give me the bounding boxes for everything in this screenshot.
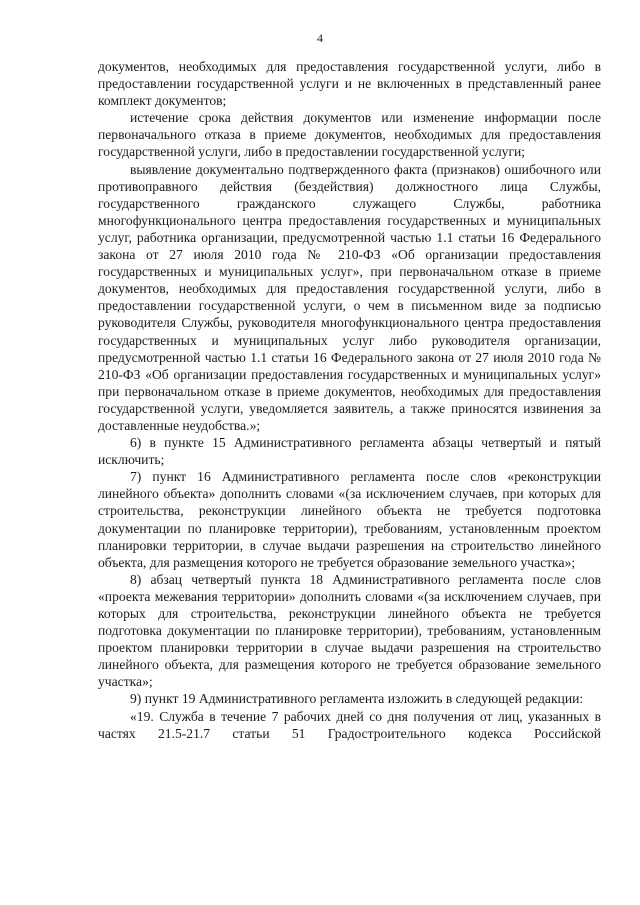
paragraph-expiry-clause: истечение срока действия документов или изменение информации после первоначального отказа в приеме документов, необходимых для предоставления государственной услуги, либо в предоставлении государственной услуги; (98, 110, 601, 160)
page-number: 4 (317, 31, 323, 45)
paragraph-item-19-start: «19. Служба в течение 7 рабочих дней со дня получения от лиц, указанных в частях 21.5-21.7 статьи 51 Градостроительного кодекса Российской (98, 708, 601, 741)
paragraph-item-8: 8) абзац четвертый пункта 18 Административного регламента после слов «проекта межевания территории» дополнить словами «(за исключением случаев, при которых для строительства, реконструкции линейного объекта не требуется подготовка документации по планировке территории), требованиям, установленным проектом планировки территории в случае выдачи разрешения на строительство линейного объекта, для размещения которого не требуется образование земельного участка»; (98, 571, 601, 690)
paragraph-item-6: 6) в пункте 15 Административного регламента абзацы четвертый и пятый исключить; (98, 435, 601, 468)
paragraph-continuation: документов, необходимых для предоставления государственной услуги, либо в предоставлении государственной услуги и не включенных в представленный ранее комплект документов; (98, 59, 601, 109)
paragraph-item-7: 7) пункт 16 Административного регламента после слов «реконструкции линейного объекта» дополнить словами «(за исключением случаев, при которых для строительства, реконструкции линейного объекта не требуется подготовка документации по планировке территории), требованиям, установленным проектом планировки территории, в случае выдачи разрешения на строительство линейного объекта, для размещения которого не требуется образование земельного участка»; (98, 469, 601, 570)
paragraph-error-clause: выявление документально подтвержденного факта (признаков) ошибочного или противоправного действия (бездействия) должностного лица Службы, государственного гражданского служащего Службы, работника многофункционального центра предоставления государственных и муниципальных услуг, работника организации, предусмотренной частью 1.1 статьи 16 Федерального закона от 27 июля 2010 года № 210-ФЗ «Об организации предоставления государственных и муниципальных услуг», при первоначальном отказе в приеме документов, необходимых для предоставления государственной услуги, либо в предоставлении государственной услуги, о чем в письменном виде за подписью руководителя Службы, руководителя многофункционального центра предоставления государственных и муниципальных услуг либо руководителя организации, предусмотренной частью 1.1 статьи 16 Федерального закона от 27 июля 2010 года № 210-ФЗ «Об организации предоставления государственных и муниципальных услуг» при первоначальном отказе в приеме документов, необходимых для предоставления государственной услуги, уведомляется заявитель, а также приносятся извинения за доставленные неудобства.»; (98, 161, 601, 433)
document-body (98, 58, 601, 742)
paragraph-item-9: 9) пункт 19 Административного регламента изложить в следующей редакции: (130, 691, 584, 707)
